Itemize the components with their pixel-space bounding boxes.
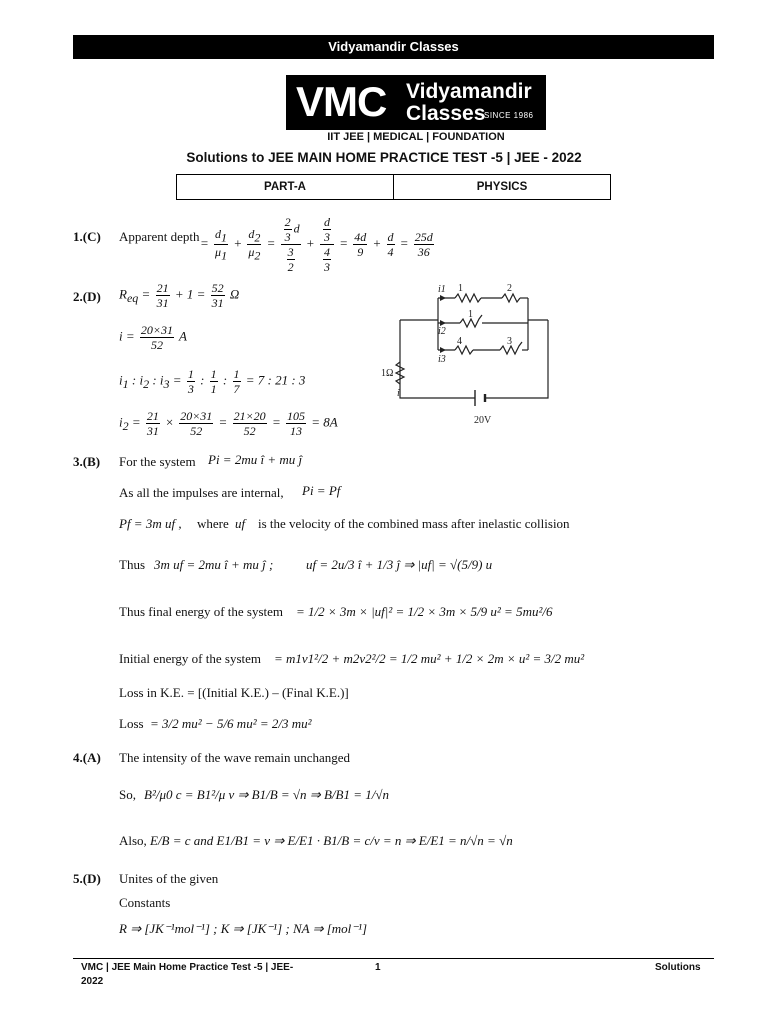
q4-line3-text: Also, — [119, 833, 147, 848]
label-r-left: 1Ω — [381, 368, 394, 379]
label-r4: 4 — [457, 336, 462, 347]
label-r3: 3 — [507, 336, 512, 347]
q3-line2-eq: Pi = Pf — [302, 483, 341, 498]
logo-since: SINCE 1986 — [484, 111, 534, 120]
footer-left-line1: VMC | JEE Main Home Practice Test -5 | JEE- — [81, 962, 294, 973]
footer-page-number: 1 — [375, 962, 381, 973]
q2-line4: $i_2$ = $\frac{21}{31}$ × $\frac{20\times 31}{52}$ = $\frac{21\times 20}{52}$ = $\frac{105}{13}$ = 8A — [119, 409, 338, 438]
q5-line2-text: Constants — [119, 895, 171, 910]
label-i3: i3 — [438, 354, 446, 365]
q1-number: 1.(C) — [73, 229, 101, 244]
q3-line4-eq1: 3m uf = 2mu î + mu ĵ ; — [154, 557, 274, 572]
q2-line1: $R_{eq}$ = $\frac{21}{31}$ + 1 = $\frac{52}{31}$ Ω — [119, 281, 240, 310]
part-cell: PART-A — [264, 181, 306, 193]
q3-line3-text: where — [197, 516, 229, 531]
q4-number: 4.(A) — [73, 750, 101, 765]
logo-name-line2: Classes — [406, 102, 486, 125]
q5-line1-text: Unites of the given — [119, 871, 219, 886]
q3-line1-eq: Pi = 2mu î + mu ĵ — [208, 452, 303, 467]
circuit-diagram — [380, 278, 550, 428]
q3-line2-text: As all the impulses are internal, — [119, 485, 284, 500]
part-table — [176, 174, 611, 200]
q4-line2-text: So, — [119, 787, 136, 802]
label-i: i — [397, 388, 400, 399]
q1-equation: = $\frac{d_1}{\mu_1}$ + $\frac{d_2}{\mu_2}$ = $\frac{2}{3}$ d $\frac{3}{2}$ + $\frac{\frac{d}{3}}{\frac{4}{3}}$ = $\frac{4d}{9}$ + $\frac{d}{4}$ = $\frac{25d}{36}$ — [200, 215, 433, 274]
q4-line2-eq: B²/μ0 c = B1²/μ v ⇒ B1/B = √n ⇒ B/B1 = 1/√n — [144, 787, 389, 802]
footer-right: Solutions — [655, 962, 701, 973]
q3-line6-eq: = m1v1²/2 + m2v2²/2 = 1/2 mu² + 1/2 × 2m × u² = 3/2 mu² — [274, 651, 585, 666]
q5-number: 5.(D) — [73, 871, 101, 886]
q4-line1-text: The intensity of the wave remain unchanged — [119, 750, 351, 765]
label-battery: 20V — [474, 415, 492, 426]
q2-line3: $i_1$ : $i_2$ : $i_3$ = $\frac{1}{3}$ : $\frac{1}{1}$ : $\frac{1}{7}$ = 7 : 21 : 3 — [119, 367, 306, 396]
q1-text: Apparent depth — [119, 229, 200, 244]
q3-line8-text: Loss — [119, 716, 144, 731]
q4-line3-eq: E/B = c and E1/B1 = v ⇒ E/E1 · B1/B = c/v = n ⇒ E/E1 = n/√n = √n — [150, 833, 513, 848]
q3-line3-var: uf — [235, 516, 246, 531]
subject-cell: PHYSICS — [393, 175, 610, 199]
q3-line8-eq: = 3/2 mu² − 5/6 mu² = 2/3 mu² — [150, 716, 312, 731]
q3-line5-text: Thus final energy of the system — [119, 604, 284, 619]
vmc-logo — [286, 75, 546, 130]
header-bar: Vidyamandir Classes — [73, 35, 714, 59]
q2-number: 2.(D) — [73, 289, 101, 304]
q3-line5-eq: = 1/2 × 3m × |uf|² = 1/2 × 3m × 5/9 u² = 5mu²/6 — [296, 604, 553, 619]
label-i2: i2 — [438, 326, 446, 337]
logo-tagline: IIT JEE | MEDICAL | FOUNDATION — [327, 131, 505, 143]
q3-line3-rest: is the velocity of the combined mass after inelastic collision — [258, 516, 570, 531]
footer-left-line2: 2022 — [81, 976, 104, 987]
document-title: Solutions to JEE MAIN HOME PRACTICE TEST -5 | JEE - 2022 — [186, 150, 582, 165]
q3-line7-text: Loss in K.E. = [(Initial K.E.) – (Final K.E.)] — [119, 685, 349, 700]
logo-mark: VMC — [296, 78, 387, 125]
q3-number: 3.(B) — [73, 454, 101, 469]
q5-line3-eq: R ⇒ [JK⁻¹mol⁻¹] ; K ⇒ [JK⁻¹] ; NA ⇒ [mol⁻¹] — [119, 921, 368, 936]
q2-line2: i = $\frac{20\times 31}{52}$ A — [119, 323, 187, 352]
q3-line1-text: For the system — [119, 454, 196, 469]
label-i1: i1 — [438, 284, 446, 295]
q3-line4-text: Thus — [119, 557, 145, 572]
q3-line3-eq: Pf = 3m uf , — [119, 516, 182, 531]
logo-name-line1: Vidyamandir — [406, 80, 532, 103]
q3-line4-eq2: uf = 2u/3 î + 1/3 ĵ ⇒ |uf| = √(5/9) u — [306, 557, 493, 572]
label-r1: 1 — [458, 283, 463, 294]
label-r-mid: 1 — [468, 309, 473, 320]
footer-divider — [73, 958, 714, 959]
q3-line6-text: Initial energy of the system — [119, 651, 262, 666]
label-r2: 2 — [507, 283, 512, 294]
